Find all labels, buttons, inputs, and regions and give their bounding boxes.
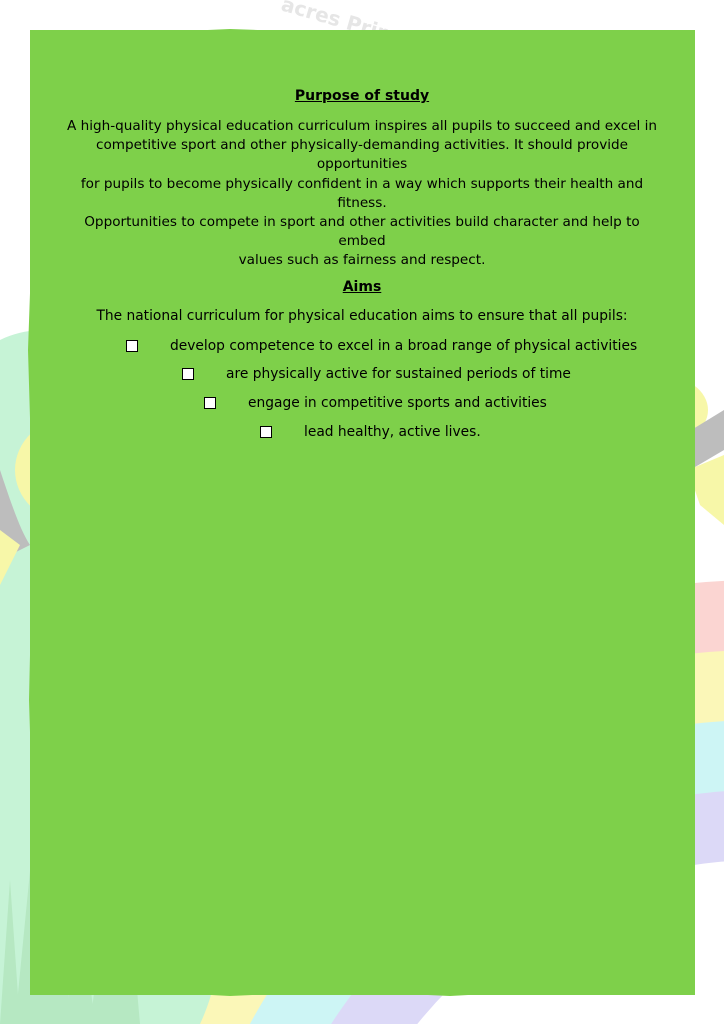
purpose-paragraph <box>60 117 664 271</box>
aim-item <box>182 366 571 382</box>
aims-intro: The national curriculum for physical education aims to ensure that all pupils: <box>96 308 628 324</box>
checkbox-icon <box>260 426 272 438</box>
aim-text: engage in competitive sports and activities <box>248 395 547 411</box>
purpose-line: values such as fairness and respect. <box>238 252 486 269</box>
purpose-heading: Purpose of study <box>294 88 430 104</box>
purpose-line: A high-quality physical education curriculum inspires all pupils to succeed and excel in <box>66 118 658 134</box>
aim-text: lead healthy, active lives. <box>304 424 481 440</box>
aim-item <box>260 424 481 440</box>
aim-item <box>126 338 637 354</box>
purpose-line: competitive sport and other physically-demanding activities. It should provide opportunities <box>95 137 629 173</box>
checkbox-icon <box>182 368 194 380</box>
document-content <box>30 0 694 1024</box>
checkbox-icon <box>126 340 138 352</box>
purpose-line: for pupils to become physically confident in a way which supports their health and fitness. <box>80 175 644 211</box>
aims-heading: Aims <box>342 279 382 295</box>
checkbox-icon <box>204 397 216 409</box>
aim-item <box>204 395 547 411</box>
purpose-line: Opportunities to compete in sport and other activities build character and help to embed <box>84 214 640 250</box>
aim-text: are physically active for sustained periods of time <box>226 366 571 382</box>
aim-text: develop competence to excel in a broad range of physical activities <box>170 338 638 354</box>
